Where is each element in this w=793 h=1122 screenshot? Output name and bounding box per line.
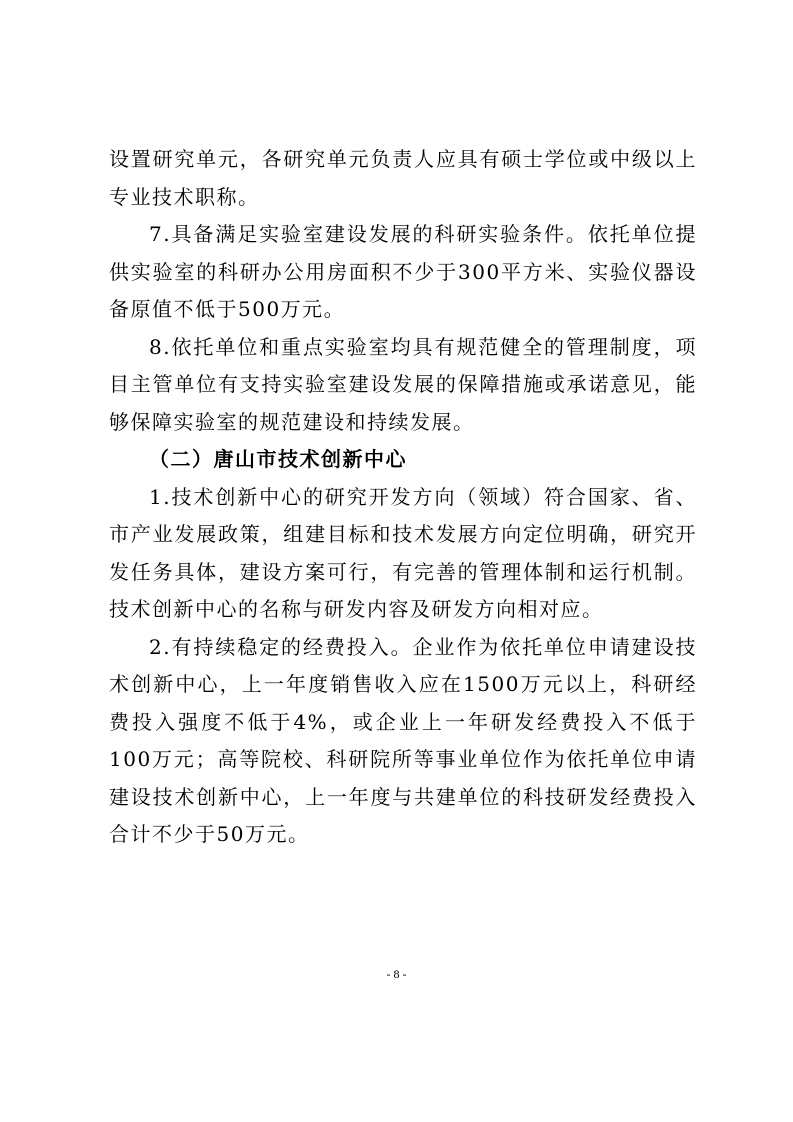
- paragraph-item-7: 7.具备满足实验室建设发展的科研实验条件。依托单位提供实验室的科研办公用房面积不少于300平方米、实验仪器设备原值不低于500万元。: [109, 222, 697, 321]
- section-heading: （二）唐山市技术创新中心: [149, 447, 407, 471]
- page-number: - 8 -: [386, 967, 407, 981]
- paragraph-item-2: 2.有持续稳定的经费投入。企业作为依托单位申请建设技术创新中心，上一年度销售收入应在1500万元以上，科研经费投入强度不低于4%，或企业上一年研发经费投入不低于100万元；高等院校、科研院所等事业单位作为依托单位申请建设技术创新中心，上一年度与共建单位的科技研发经费投入合计不少于50万元。: [109, 634, 697, 846]
- paragraph-item-8: 8.依托单位和重点实验室均具有规范健全的管理制度，项目主管单位有支持实验室建设发展的保障措施或承诺意见，能够保障实验室的规范建设和持续发展。: [109, 334, 697, 434]
- paragraph-research-units: 设置研究单元，各研究单元负责人应具有硕士学位或中级以上专业技术职称。: [109, 147, 697, 209]
- document-body: [109, 141, 697, 854]
- paragraph-item-1: 1.技术创新中心的研究开发方向（领域）符合国家、省、市产业发展政策，组建目标和技术发展方向定位明确，研究开发任务具体，建设方案可行，有完善的管理体制和运行机制。技术创新中心的名称与研发内容及研发方向相对应。: [109, 484, 697, 621]
